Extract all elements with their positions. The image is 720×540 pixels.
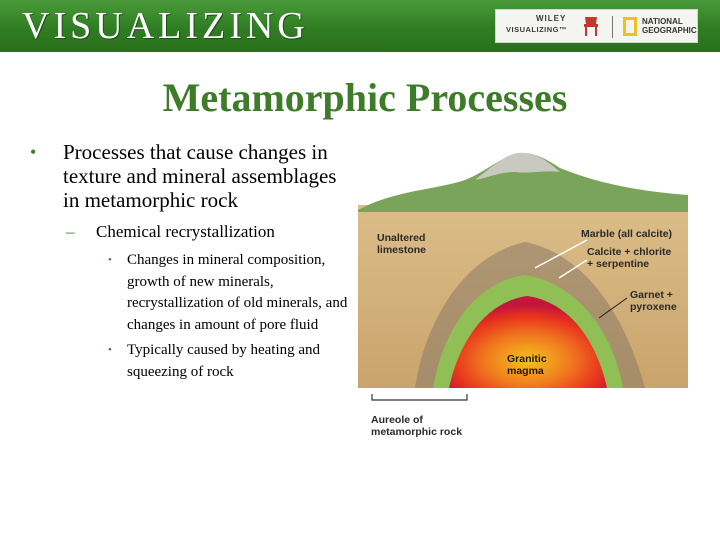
bullet-marker: • <box>108 254 112 266</box>
label-line: limestone <box>377 244 427 256</box>
bullet-level3 <box>108 340 348 383</box>
bullet-text: Chemical recrystallization <box>96 222 275 241</box>
label-line: Garnet + <box>630 289 673 301</box>
bullet-marker: • <box>108 344 112 356</box>
national-geographic-text <box>642 17 697 35</box>
label-line: magma <box>507 365 544 377</box>
label-line: Unaltered <box>377 232 426 244</box>
bullet-level3 <box>108 250 348 336</box>
dash-marker: – <box>66 222 75 241</box>
label-line: + serpentine <box>587 258 650 270</box>
ng-line1: NATIONAL <box>642 17 683 26</box>
logo-divider <box>612 16 613 38</box>
label-garnet-pyroxene <box>630 289 677 313</box>
label-calcite <box>587 246 671 270</box>
label-line: Aureole of <box>371 414 423 426</box>
national-geographic-frame-icon <box>623 17 637 36</box>
label-line: pyroxene <box>630 301 677 313</box>
bullet-level2 <box>66 221 350 242</box>
label-line: Granitic <box>507 353 547 365</box>
ng-line2: GEOGRAPHIC <box>642 26 697 35</box>
label-aureole <box>371 414 462 438</box>
wiley-logo-text: WILEY <box>536 14 567 23</box>
bullet-marker: • <box>30 142 37 162</box>
header-banner <box>0 0 720 52</box>
chair-icon <box>582 15 602 37</box>
label-marble: Marble (all calcite) <box>581 228 673 240</box>
label-unaltered-limestone <box>377 232 426 256</box>
bullet-text: Changes in mineral composition, growth of new minerals, recrystallization of old minerals, and changes in amount of pore fluid <box>127 252 348 333</box>
banner-title: VISUALIZING <box>22 5 309 47</box>
bullet-text: Processes that cause changes in texture and mineral assemblages in metamorphic rock <box>63 140 337 212</box>
aureole-bracket <box>372 394 467 400</box>
label-granitic-magma <box>507 353 547 377</box>
publisher-logo <box>495 9 698 43</box>
wiley-visualizing-text: VISUALIZING™ <box>506 25 568 34</box>
contact-metamorphism-diagram <box>355 150 690 445</box>
bullet-list <box>30 140 350 383</box>
slide-title: Metamorphic Processes <box>162 75 568 120</box>
bullet-text: Typically caused by heating and squeezing of rock <box>127 342 321 380</box>
bullet-level1 <box>30 140 350 212</box>
label-line: Calcite + chlorite <box>587 246 672 258</box>
label-line: metamorphic rock <box>371 426 463 438</box>
